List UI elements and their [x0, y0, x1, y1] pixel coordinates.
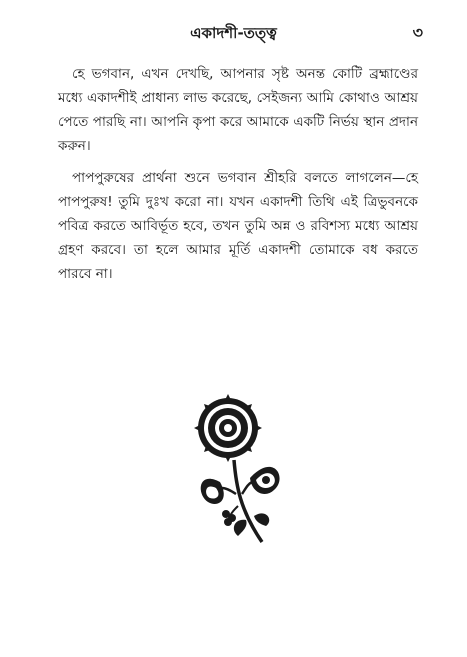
running-header-title: একাদশী-তত্ত্ব	[190, 24, 277, 42]
paragraph-2: পাপপুরুষের প্রার্থনা শুনে ভগবান শ্রীহরি বলতে লাগলেন—হে পাপপুরুষ! তুমি দুঃখ করো না। যখন একাদশী তিথি এই ত্রিভুবনকে পবিত্র করতে আবির্ভূত হবে, তখন তুমি অন্ন ও রবিশস্য মধ্যে আশ্রয় গ্রহণ করবে। তা হলে আমার মূর্তি একাদশী তোমাকে বধ করতে পারবে না।	[58, 170, 418, 282]
page-number: ৩	[412, 23, 423, 42]
floral-ornament-icon	[190, 390, 286, 550]
body-text	[58, 62, 418, 294]
paragraph-1: হে ভগবান, এখন দেখছি, আপনার সৃষ্ট অনন্ত কোটি ব্রহ্মাণ্ডের মধ্যে একাদশীই প্রাধান্য লাভ করেছে, সেইজন্য আমি কোথাও আশ্রয় পেতে পারছি না। আপনি কৃপা করে আমাকে একটি নির্ভয় স্থান প্রদান করুন।	[58, 66, 418, 154]
